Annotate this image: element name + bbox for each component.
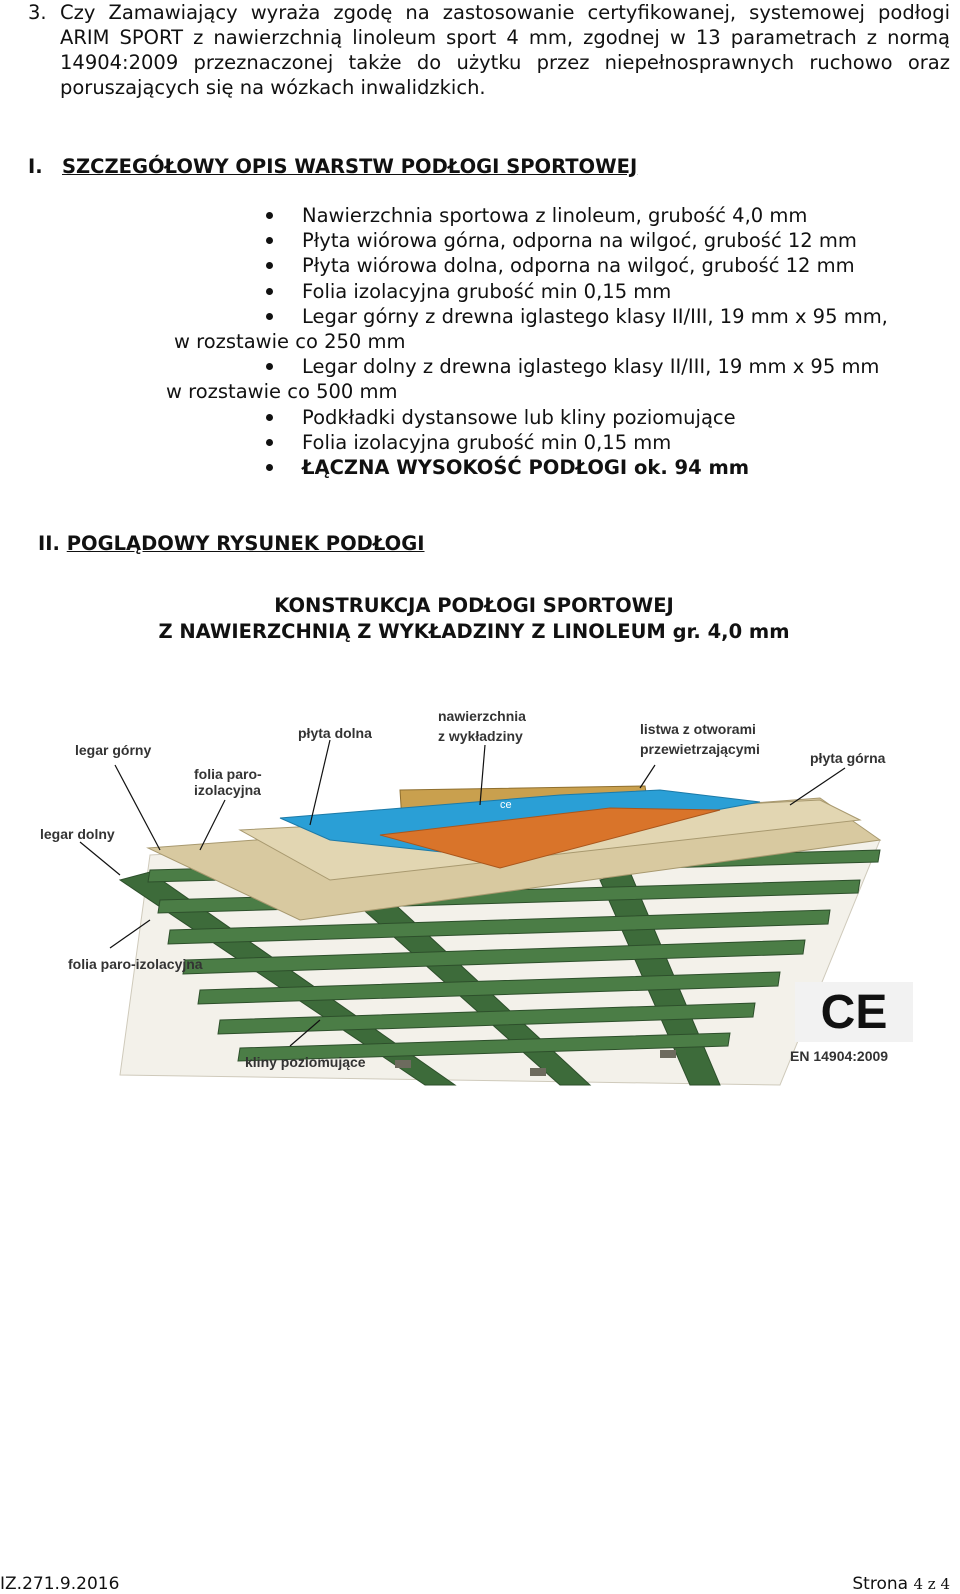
label-plyta-dolna: płyta dolna bbox=[298, 725, 372, 741]
layer-list bbox=[0, 203, 960, 480]
label-folia-paro: folia paro-izolacyjna bbox=[68, 956, 203, 972]
bullet-icon bbox=[266, 363, 273, 370]
label-folia-2: izolacyjna bbox=[194, 782, 261, 798]
floor-diagram-svg bbox=[0, 690, 960, 1090]
bullet-icon bbox=[266, 414, 273, 421]
label-listwa-2: przewietrzającymi bbox=[640, 741, 760, 757]
section-2-title: POGLĄDOWY RYSUNEK PODŁOGI bbox=[66, 532, 425, 555]
bullet-icon bbox=[266, 288, 273, 295]
construction-title-line-1: KONSTRUKCJA PODŁOGI SPORTOWEJ bbox=[274, 594, 674, 617]
bullet-icon bbox=[266, 464, 273, 471]
section-1-title: SZCZEGÓŁOWY OPIS WARSTW PODŁOGI SPORTOWEJ bbox=[62, 155, 638, 178]
floor-construction-diagram bbox=[0, 690, 960, 1090]
list-item: Legar dolny z drewna iglastego klasy II/III, 19 mm x 95 mm bbox=[0, 354, 960, 379]
list-continuation: w rozstawie co 500 mm bbox=[166, 380, 398, 404]
section-1-heading bbox=[28, 155, 637, 178]
label-legar-dolny: legar dolny bbox=[40, 826, 115, 842]
list-item: Folia izolacyjna grubość min 0,15 mm bbox=[0, 279, 960, 304]
footer-page-number: 4 z 4 bbox=[913, 1575, 950, 1593]
bullet-icon bbox=[266, 439, 273, 446]
list-item: Legar górny z drewna iglastego klasy II/III, 19 mm x 95 mm, bbox=[0, 304, 902, 329]
bullet-icon bbox=[266, 262, 273, 269]
label-nawierzchnia-1: nawierzchnia bbox=[438, 708, 526, 724]
bullet-icon bbox=[266, 237, 273, 244]
construction-title-line-2: Z NAWIERZCHNIĄ Z WYKŁADZINY Z LINOLEUM gr. 4,0 mm bbox=[158, 620, 790, 643]
label-folia-1: folia paro- bbox=[194, 766, 262, 782]
construction-title bbox=[0, 593, 948, 645]
label-listwa-1: listwa z otworami bbox=[640, 721, 756, 737]
footer-reference: IZ.271.9.2016 bbox=[0, 1574, 120, 1594]
intro-paragraph bbox=[28, 0, 950, 100]
label-kliny: kliny poziomujące bbox=[245, 1054, 366, 1070]
intro-text: Czy Zamawiający wyraża zgodę na zastosowanie certyfikowanej, systemowej podłogi ARIM SPORT z nawierzchnią linoleum sport 4 mm, zgodnej w 13 parametrach z normą 14904:2009 przeznaczonej także do użytku przez niepełnosprawnych ruchowo oraz poruszających się na wózkach inwalidzkich. bbox=[60, 1, 950, 99]
label-nawierzchnia-2: z wykładziny bbox=[438, 728, 523, 744]
list-item: Folia izolacyjna grubość min 0,15 mm bbox=[0, 430, 960, 455]
list-continuation: w rozstawie co 250 mm bbox=[174, 330, 406, 354]
list-item: Płyta wiórowa dolna, odporna na wilgoć, grubość 12 mm bbox=[0, 253, 960, 278]
bullet-icon bbox=[266, 212, 273, 219]
ce-small-mark: ce bbox=[500, 799, 512, 811]
list-item: Płyta wiórowa górna, odporna na wilgoć, grubość 12 mm bbox=[0, 228, 960, 253]
footer-page bbox=[852, 1574, 950, 1594]
list-item: Podkładki dystansowe lub kliny poziomujące bbox=[0, 405, 960, 430]
list-item-total: ŁĄCZNA WYSOKOŚĆ PODŁOGI ok. 94 mm bbox=[0, 455, 960, 480]
ce-mark: CE bbox=[820, 986, 888, 1039]
label-plyta-gorna: płyta górna bbox=[810, 750, 886, 766]
list-item: Nawierzchnia sportowa z linoleum, grubość 4,0 mm bbox=[0, 203, 960, 228]
intro-number: 3. bbox=[28, 1, 47, 24]
footer-page-label: Strona bbox=[852, 1574, 909, 1594]
bullet-icon bbox=[266, 313, 273, 320]
ce-certification bbox=[790, 982, 913, 1064]
label-legar-gorny: legar górny bbox=[75, 742, 152, 758]
section-2-heading bbox=[38, 532, 425, 555]
ce-standard: EN 14904:2009 bbox=[790, 1048, 889, 1064]
section-1-label: I. bbox=[28, 155, 43, 178]
section-2-label: II. bbox=[38, 532, 60, 555]
